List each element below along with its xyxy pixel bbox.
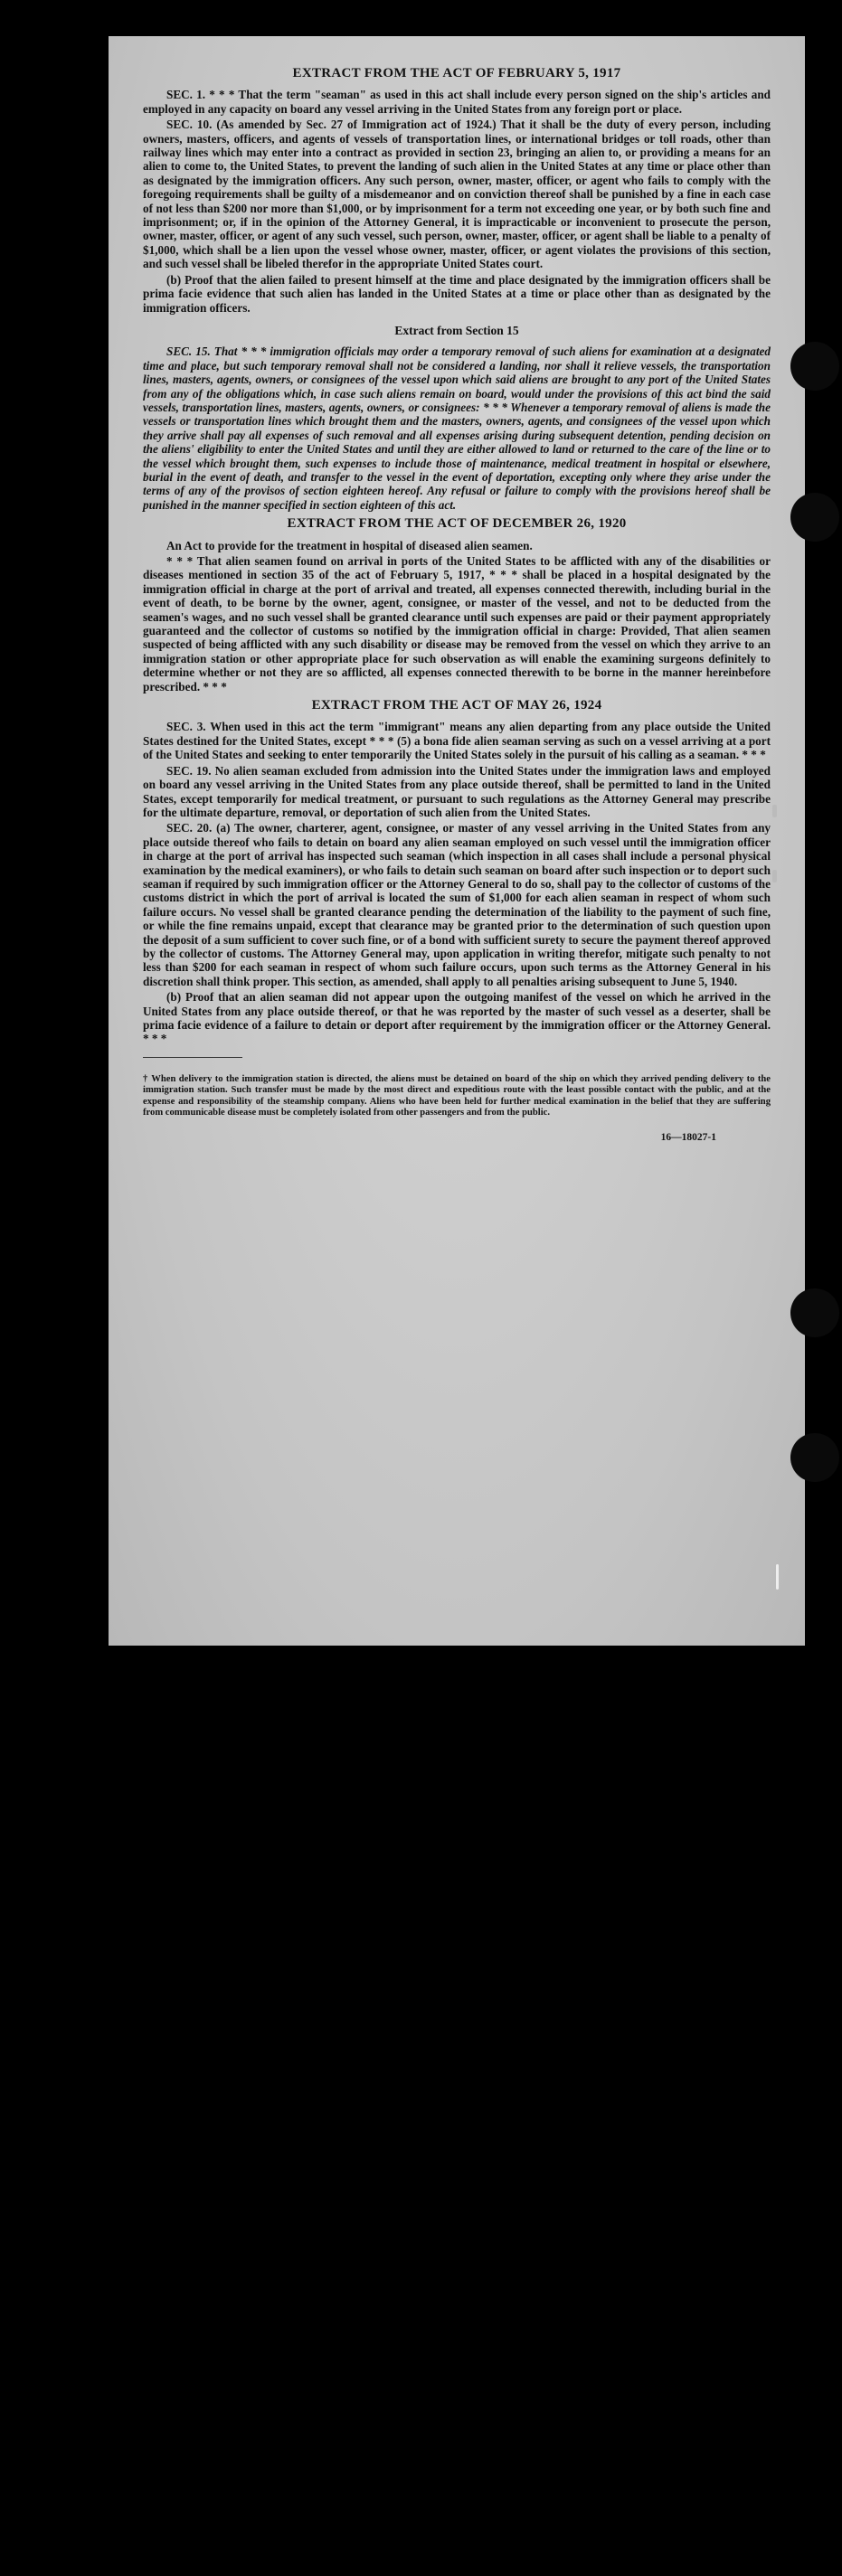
heading-act-1924: EXTRACT FROM THE ACT OF MAY 26, 1924 (311, 698, 602, 713)
document-page (109, 36, 805, 1646)
paragraph-sec-10: SEC. 10. (As amended by Sec. 27 of Immigration act of 1924.) That it shall be the duty of every person, including owners, masters, officers, and agents of vessels of transportation lines, or international bridges or toll roads, other than railway lines which may enter into a contract as provided in section 23, bringing an alien to, or providing a means for an alien to come to, the United States, to prevent the landing of such alien in the United States at any time or place other than as designated by the immigration officers. Any such person, owner, master, officer, or agent who fails to comply with the foregoing requirements shall be guilty of a misdemeanor and on conviction thereof shall be punished by a fine in each case of not less than $200 nor more than $1,000, or by imprisonment for a term not exceeding one year, or by both such fine and imprisonment; or, if in the opinion of the Attorney General, it is impracticable or inconvenient to prosecute the person, owner, master, officer, or agent of any such vessel, such person, owner, master, officer, or agent shall be liable to a penalty of $1,000, which shall be a lien upon the vessel whose owner, master, officer, or agent violates the provisions of this section, and such vessel shall be libeled therefor in the appropriate United States court. (143, 118, 771, 271)
paragraph-sec-15: SEC. 15. That * * * immigration officials may order a temporary removal of such aliens for examination at a designated time and place, but such temporary removal shall not be considered a landing, nor shall it relieve vessels, the transportation lines, masters, agents, owners, or consignees of the vessel upon which said aliens are brought to any port of the United States from any of the obligations which, in case such aliens remain on board, would under the provisions of this act bind the said vessels, transportation lines, masters, agents, owners, or consignees: * * * Whenever a temporary removal of aliens is made the vessels or transportation lines which brought them and the masters, owners, agents, and consignees of the vessel upon which they arrive shall pay all expenses of such removal and all expenses arising during subsequent detention, pending decision on the aliens' eligibility to enter the United States and until they are either allowed to land or returned to the care of the line or to the vessel which brought them, such expenses to include those of maintenance, medical treatment in hospital or elsewhere, burial in the event of death, and transfer to the vessel in the event of deportation, excepting only where they arise under the terms of any of the provisos of section eighteen hereof. Any refusal or failure to comply with the provisions hereof shall be punished in the manner specified in section eighteen of this act. (143, 344, 771, 512)
heading-act-1917: EXTRACT FROM THE ACT OF FEBRUARY 5, 1917 (292, 66, 621, 80)
document-body (143, 61, 771, 1146)
punch-hole (790, 342, 839, 391)
edge-mark (776, 1564, 779, 1590)
margin-mark (772, 870, 777, 882)
footnote: † When delivery to the immigration station is directed, the aliens must be detained on board of the ship on which they arrived pending delivery to the immigration station. Such transfer must be made by the most direct and expeditious route with the least possible contact with the public, and at the expense and responsibility of the steamship company. Aliens who have been held for further medical examination in the belief that they are suffering from communicable disease must be completely isolated from other passengers and from the public. (143, 1073, 771, 1118)
paragraph-sec-20: SEC. 20. (a) The owner, charterer, agent, consignee, or master of any vessel arriving in the United States from any place outside thereof who fails to detain on board any alien seaman employed on such vessel until the immigration officer in charge at the port of arrival has inspected such seaman (which inspection in all cases shall include a personal physical examination by the medical examiners), or who fails to detain such seaman on board after such inspection or to deport such seaman if required by such immigration officer or the Attorney General to do so, shall pay to the collector of customs of the customs district in which the port of arrival is located the sum of $1,000 for each alien seaman in respect of whom such failure occurs. No vessel shall be granted clearance pending the determination of the liability to the payment of such fine, or while the fine remains unpaid, except that clearance may be granted prior to the determination of such question upon the deposit of a sum sufficient to cover such fine, or of a bond with sufficient surety to secure the payment thereof approved by the collector of customs. The Attorney General may, upon application in writing therefor, mitigate such penalty to not less than $200 for each seaman in respect of whom such failure occurs, upon such terms as the Attorney General in his discretion shall think proper. This section, as amended, shall apply to all penalties arising subsequent to June 5, 1940. (143, 821, 771, 988)
paragraph-sec-19: SEC. 19. No alien seaman excluded from admission into the United States under the immigration laws and employed on board any vessel arriving in the United States from any place outside thereof, shall be permitted to land in the United States, except temporarily for medical treatment, or pursuant to such regulations as the Attorney General may prescribe for the ultimate departure, removal, or deportation of such alien from the United States. (143, 763, 771, 819)
subheading-section-15: Extract from Section 15 (394, 323, 519, 337)
heading-act-1920: EXTRACT FROM THE ACT OF DECEMBER 26, 1920 (287, 516, 627, 532)
form-number: 16—18027-1 (660, 1132, 716, 1144)
paragraph-sec-1: SEC. 1. * * * That the term "seaman" as used in this act shall include every person signed on the ship's articles and employed in any capacity on board any vessel arriving in the United States from any foreign port or place. (143, 88, 771, 116)
paragraph-sec-20-b: (b) Proof that an alien seaman did not appear upon the outgoing manifest of the vessel on which he arrived in the United States from any place outside thereof, or that he was reported by the master of such vessel as a deserter, shall be prima facie evidence of a failure to detain or deport after requirement by the immigration officer or the Attorney General. * * * (143, 990, 771, 1046)
punch-hole (790, 1433, 839, 1482)
paragraph-sec-3: SEC. 3. When used in this act the term "immigrant" means any alien departing from any place outside the United States destined for the United States, except * * * (5) a bona fide alien seaman serving as such on a vessel arriving at a port of the United States and seeking to enter temporarily the United States solely in the pursuit of his calling as a seaman. * * * (143, 720, 771, 762)
margin-mark (772, 805, 777, 817)
paragraph-sec-10-b: (b) Proof that the alien failed to present himself at the time and place designated by the immigration officers shall be prima facie evidence that such alien has landed in the United States at a time or place other than as designated by the immigration officers. (143, 272, 771, 315)
paragraph-1920-title: An Act to provide for the treatment in hospital of diseased alien seamen. (166, 538, 533, 552)
paragraph-1920-body: * * * That alien seamen found on arrival in ports of the United States to be afflicted with any of the disabilities or diseases mentioned in section 35 of the act of February 5, 1917, * * * shall be placed in a hospital designated by the immigration official in charge at the port of arrival and treated, all expenses connected therewith, including burial in the event of death, to be borne by the owner, agent, consignee, or master of the vessel, and not to be deducted from the seamen's wages, and no such vessel shall be granted clearance until such expenses are paid or their payment appropriately guaranteed and the collector of customs so notified by the immigration official in charge: Provided, That alien seamen suspected of being afflicted with any such disability or disease may be removed from the vessel on which they arrive to an immigration station or other appropriate place for such observation as will enable the examining surgeons definitely to determine whether or not they are so afflicted, all expenses connected therewith to be borne in the manner hereinbefore prescribed. * * * (143, 554, 771, 694)
punch-hole (790, 1288, 839, 1337)
footnote-rule (143, 1057, 242, 1058)
punch-hole (790, 493, 839, 542)
